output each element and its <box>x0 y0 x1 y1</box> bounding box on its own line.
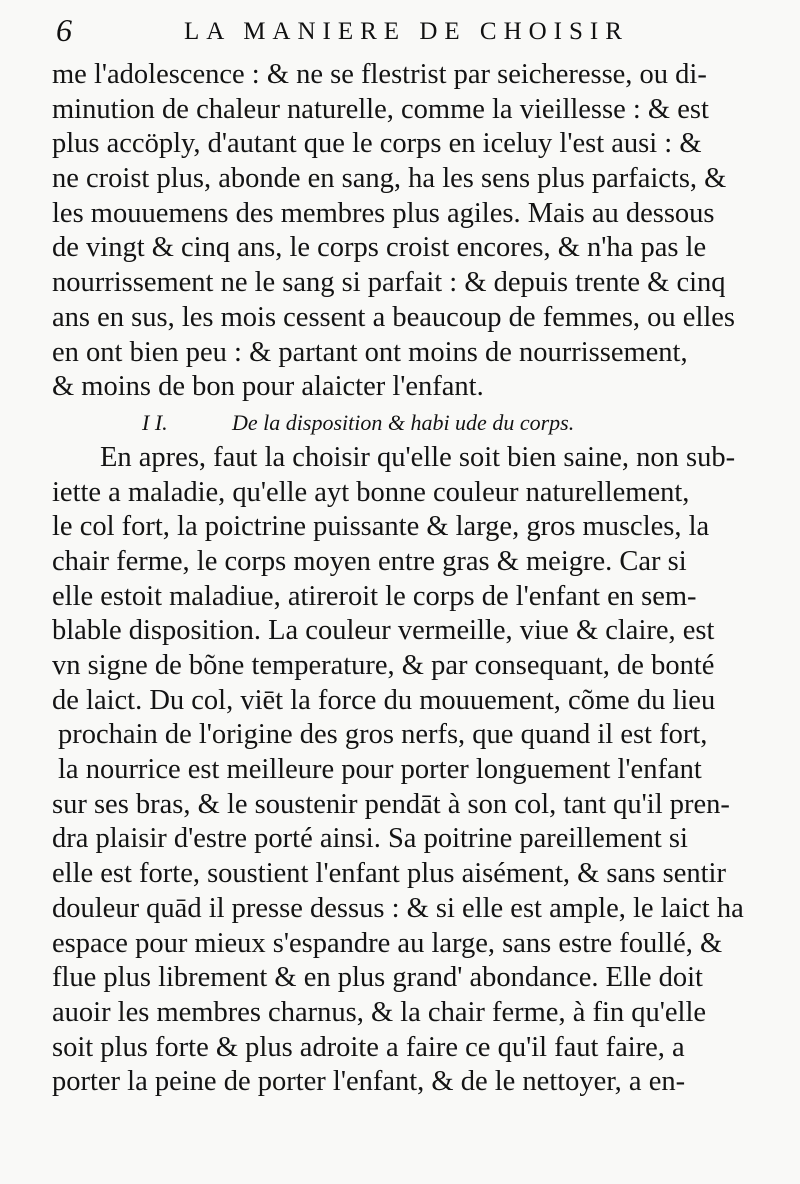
text-line: flue plus librement & en plus grand' abondance. Elle doit <box>52 962 703 994</box>
text-line: iette a maladie, qu'elle ayt bonne couleur naturellement, <box>52 476 690 508</box>
section-number: I I. <box>142 409 168 435</box>
paragraph-2 <box>52 441 762 1100</box>
page-header <box>50 10 750 50</box>
text-line: de vingt & cinq ans, le corps croist encores, & n'ha pas le <box>52 232 707 264</box>
text-line: la nourrice est meilleure pour porter longuement l'enfant <box>58 754 702 786</box>
text-line: ne croist plus, abonde en sang, ha les sens plus parfaicts, & <box>52 163 727 195</box>
section-title: De la disposition & habi ude du corps. <box>232 409 575 435</box>
text-line: prochain de l'origine des gros nerfs, que quand il est fort, <box>58 719 708 751</box>
section-heading <box>52 405 762 441</box>
text-line: en ont bien peu : & partant ont moins de nourrissement, <box>52 336 688 368</box>
text-line: espace pour mieux s'espandre au large, sans estre foullé, & <box>52 927 723 959</box>
text-line: plus accöply, d'autant que le corps en iceluy l'est ausi : & <box>52 128 702 160</box>
text-line: dra plaisir d'estre porté ainsi. Sa poitrine pareillement si <box>52 823 688 855</box>
running-title: LA MANIERE DE CHOISIR <box>184 18 629 45</box>
text-line: chair ferme, le corps moyen entre gras & meigre. Car si <box>52 545 687 577</box>
body-text <box>52 58 762 1100</box>
text-line: douleur quād il presse dessus : & si elle est ample, le laict ha <box>52 892 744 924</box>
text-line: & moins de bon pour alaicter l'enfant. <box>52 371 484 403</box>
text-line: En apres, faut la choisir qu'elle soit bien saine, non sub- <box>100 441 736 473</box>
text-line: porter la peine de porter l'enfant, & de le nettoyer, a en- <box>52 1066 686 1098</box>
text-line: me l'adolescence : & ne se flestrist par seicheresse, ou di- <box>52 59 707 90</box>
text-line: sur ses bras, & le soustenir pendāt à son col, tant qu'il pren- <box>52 788 730 820</box>
text-line: les mouuemens des membres plus agiles. Mais au dessous <box>52 197 715 229</box>
text-line: ans en sus, les mois cessent a beaucoup de femmes, ou elles <box>52 301 736 333</box>
text-line: minution de chaleur naturelle, comme la vieillesse : & est <box>52 93 709 125</box>
text-line: soit plus forte & plus adroite a faire ce qu'il faut faire, a <box>52 1031 685 1063</box>
text-line: elle estoit maladiue, atireroit le corps de l'enfant en sem- <box>52 580 697 612</box>
text-line: vn signe de bõne temperature, & par consequant, de bonté <box>52 650 715 681</box>
text-line: elle est forte, soustient l'enfant plus aisément, & sans sentir <box>52 858 726 890</box>
text-line: blable disposition. La couleur vermeille, viue & claire, est <box>52 615 715 647</box>
text-line: nourrissement ne le sang si parfait : & depuis trente & cinq <box>52 267 726 299</box>
text-line: auoir les membres charnus, & la chair ferme, à fin qu'elle <box>52 996 707 1028</box>
text-line: de laict. Du col, viēt la force du mouuement, cõme du lieu <box>52 684 716 716</box>
text-line: le col fort, la poictrine puissante & large, gros muscles, la <box>52 511 710 543</box>
paragraph-1 <box>52 58 762 405</box>
page-number: 6 <box>56 12 72 48</box>
